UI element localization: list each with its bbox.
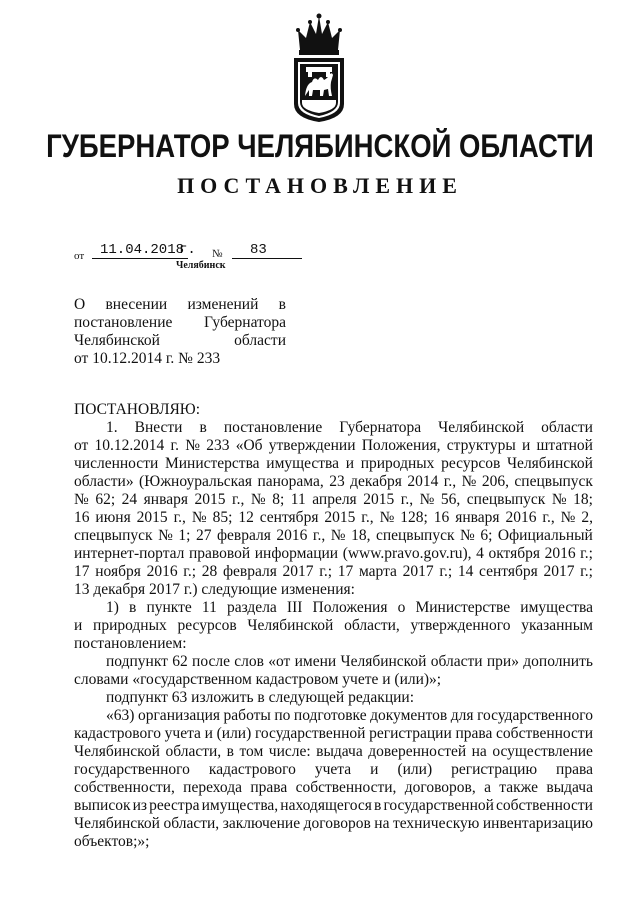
body-word: № <box>461 473 477 490</box>
body-word: в <box>199 419 207 436</box>
body-line <box>74 491 593 509</box>
body-word: договоров, <box>404 779 476 796</box>
body-word: 11 <box>290 491 306 508</box>
date-from-label: от <box>74 250 85 262</box>
body-word: выдача <box>316 743 363 760</box>
resolve-heading: ПОСТАНОВЛЯЮ: <box>74 401 201 418</box>
body-word: дополнить <box>523 653 593 670</box>
body-word: ноября <box>95 563 141 580</box>
body-word: панорама, <box>257 473 324 490</box>
city-name: Челябинск <box>176 260 226 271</box>
body-word: работы <box>223 707 271 724</box>
body-word: перехода <box>183 779 242 796</box>
body-line <box>74 653 593 671</box>
body-word: области <box>541 419 593 436</box>
body-word: государственного <box>74 761 190 778</box>
body-word: области <box>430 653 483 670</box>
body-word: № <box>551 491 567 508</box>
body-word: 1. <box>106 419 118 436</box>
body-word: природных <box>93 617 167 634</box>
body-word: апреля <box>312 491 357 508</box>
body-word: г., <box>361 509 374 526</box>
body-word: выдача <box>546 779 593 796</box>
body-word: в <box>129 599 137 616</box>
body-word: Внести <box>134 419 183 436</box>
body-word: г., <box>173 509 186 526</box>
body-word: 2016 <box>276 527 308 544</box>
body-word: (Южноуральская <box>139 473 252 490</box>
body-word: Положения, <box>361 437 441 454</box>
body-word: г.; <box>319 563 333 580</box>
body-word: права <box>556 761 593 778</box>
body-word: при» <box>486 653 519 670</box>
subject-word: области <box>234 332 286 349</box>
body-word: спецвыпуск <box>514 473 593 490</box>
body-word: указанным <box>521 617 593 634</box>
body-word: марта <box>358 563 397 580</box>
body-word: 23 <box>329 473 345 490</box>
body-word: (или) <box>216 725 252 742</box>
body-word: правовой <box>189 545 251 562</box>
subject-line <box>74 350 286 368</box>
body-word: 233 <box>206 437 230 454</box>
body-word: спецвыпуск <box>74 527 153 544</box>
body-word: собственности <box>496 725 593 742</box>
body-word: 2017 <box>402 563 434 580</box>
body-word: «Об <box>235 437 263 454</box>
body-word: находящегося <box>280 797 372 814</box>
body-word: имущества <box>266 455 339 472</box>
body-word: сентября <box>259 509 319 526</box>
body-line <box>74 437 593 455</box>
body-word: собственности <box>496 797 593 814</box>
body-word: 28 <box>201 563 218 580</box>
body-word: г., <box>443 473 457 490</box>
body-word: кадастрового <box>74 725 161 742</box>
body-line <box>74 545 593 563</box>
body-word: том <box>239 743 264 760</box>
body-word: г.; <box>183 563 197 580</box>
body-word: № <box>158 527 173 544</box>
body-word: спецвыпуск <box>375 527 455 544</box>
body-word: Челябинской <box>340 653 427 670</box>
body-word: (или) <box>397 761 433 778</box>
body-word: осуществление <box>492 743 593 760</box>
body-word: постановление <box>223 419 323 436</box>
body-word: в <box>226 743 234 760</box>
body-word: III <box>286 599 303 616</box>
body-word: от <box>74 437 89 454</box>
body-word: ресурсов <box>441 455 501 472</box>
body-line: подпункт 63 изложить в следующей редакции: <box>106 689 415 706</box>
body-word: 16 <box>74 509 90 526</box>
date-year-suffix: г. <box>179 242 196 258</box>
body-word: г. <box>170 437 179 454</box>
body-line: словами «государственном кадастровом учете и (или)»; <box>74 671 442 688</box>
body-word: заключение <box>222 815 301 832</box>
body-word: области, <box>344 617 400 634</box>
body-word: учета <box>164 725 201 742</box>
body-word: сентября <box>479 563 538 580</box>
body-word: 2014 <box>407 473 439 490</box>
body-text <box>74 419 593 851</box>
body-word: Челябинской <box>247 617 334 634</box>
body-line <box>74 707 593 725</box>
body-line: постановлением: <box>74 635 187 652</box>
body-word: договоров <box>303 815 371 832</box>
body-word: раздела <box>226 599 277 616</box>
body-word: № <box>250 491 266 508</box>
body-word: после <box>192 653 230 670</box>
body-word: 2016 <box>146 563 178 580</box>
body-word: Министерстве <box>415 599 511 616</box>
body-word: реестра <box>149 797 200 814</box>
body-word: права <box>455 725 493 742</box>
body-word: 2015 <box>194 491 226 508</box>
body-word: декабря <box>350 473 402 490</box>
body-line <box>74 797 593 815</box>
subject-word: О <box>74 296 86 313</box>
body-word: техническую <box>392 815 480 832</box>
subject-word: от 10.12.2014 г. № 233 <box>74 350 221 367</box>
body-word: № <box>379 509 395 526</box>
body-word: (www.pravo.gov.ru), <box>342 545 472 562</box>
body-word: о <box>397 599 406 616</box>
body-word: имущества <box>520 599 593 616</box>
body-word: доверенностей <box>368 743 467 760</box>
body-word: Челябинской <box>438 419 525 436</box>
body-word: 4 <box>476 545 484 562</box>
governor-title: ГУБЕРНАТОР ЧЕЛЯБИНСКОЙ ОБЛАСТИ <box>46 128 594 164</box>
body-word: № <box>460 527 475 544</box>
body-word: 62; <box>95 491 116 508</box>
document-date: 11.04.2018 <box>92 242 188 259</box>
subject-word: Губернатора <box>204 314 286 331</box>
body-word: января <box>455 509 500 526</box>
body-word: области» <box>74 473 134 490</box>
body-line: 13 декабря 2017 г.) следующие изменения: <box>74 581 355 598</box>
body-word: г., <box>232 491 245 508</box>
body-word: 27 <box>195 527 212 544</box>
body-word: г., <box>400 491 414 508</box>
body-word: на <box>374 815 390 832</box>
body-word: № <box>185 437 201 454</box>
body-word: права <box>250 779 288 796</box>
body-word: 206, <box>481 473 509 490</box>
body-word: в <box>374 797 382 814</box>
body-line <box>74 455 593 473</box>
body-word: собственности, <box>295 779 397 796</box>
body-word: утвержденного <box>410 617 511 634</box>
document-body <box>74 401 593 851</box>
body-word: числе: <box>268 743 311 760</box>
body-line <box>74 563 593 581</box>
body-word: и <box>521 437 531 454</box>
body-word: № <box>330 527 346 544</box>
subject-word: изменений <box>187 296 259 313</box>
body-word: выписок <box>74 797 131 814</box>
body-word: Губернатора <box>339 419 422 436</box>
body-word: 2016 <box>505 509 537 526</box>
document-number: 83 <box>232 242 302 259</box>
body-word: 18; <box>573 491 593 508</box>
document-type: ПОСТАНОВЛЕНИЕ <box>177 173 463 198</box>
subject-word: Челябинской <box>74 332 160 349</box>
body-word: № <box>191 509 207 526</box>
body-word: 18, <box>351 527 371 544</box>
body-word: 56, <box>440 491 461 508</box>
body-word: из <box>132 797 148 814</box>
body-line <box>74 527 593 545</box>
body-word: по <box>274 707 291 724</box>
document-subject <box>74 296 286 368</box>
body-word: государственного <box>477 707 593 724</box>
body-word: № <box>560 509 576 526</box>
body-word: 128; <box>400 509 428 526</box>
body-word: Положения <box>312 599 388 616</box>
body-word: № <box>419 491 435 508</box>
body-word: г., <box>312 527 326 544</box>
body-word: утверждении <box>268 437 356 454</box>
body-word: 8; <box>272 491 285 508</box>
body-line <box>74 419 593 437</box>
body-word: 17 <box>337 563 354 580</box>
body-line <box>74 599 593 617</box>
body-line <box>74 725 593 743</box>
subject-word: внесении <box>105 296 168 313</box>
body-word: области, <box>165 743 222 760</box>
subject-line <box>74 296 286 314</box>
body-word: Официальный <box>497 527 593 544</box>
body-word: 6; <box>480 527 493 544</box>
body-word: 24 <box>121 491 138 508</box>
body-word: Министерства <box>164 455 260 472</box>
body-word: численности <box>74 455 159 472</box>
body-word: также <box>499 779 539 796</box>
body-word: государственной <box>254 725 366 742</box>
coat-of-arms-emblem <box>288 12 350 124</box>
body-line <box>74 761 593 779</box>
body-word: февраля <box>216 527 271 544</box>
body-word: регистрации <box>369 725 452 742</box>
body-word: слов <box>234 653 264 670</box>
body-word: 14 <box>457 563 474 580</box>
body-word: области, <box>163 815 220 832</box>
body-word: кадастрового <box>208 761 296 778</box>
body-word: ресурсов <box>177 617 237 634</box>
body-word: имущества, <box>201 797 279 814</box>
body-word: и <box>345 455 354 472</box>
body-word: 62 <box>172 653 188 670</box>
body-word: 2015 <box>324 509 356 526</box>
body-word: г.; <box>439 563 453 580</box>
subject-line <box>74 332 286 350</box>
body-word: 2017 <box>543 563 575 580</box>
body-word: Челябинской <box>506 455 593 472</box>
body-word: Челябинской <box>74 743 160 760</box>
body-line <box>74 473 593 491</box>
number-label: № <box>212 248 223 260</box>
body-word: информации <box>254 545 339 562</box>
body-word: г.; <box>580 563 593 580</box>
body-word: 12 <box>238 509 254 526</box>
body-word: 2016 <box>544 545 576 562</box>
body-word: государственной <box>383 797 494 814</box>
body-word: 2017 <box>282 563 314 580</box>
subject-word: в <box>278 296 286 313</box>
body-word: структуры <box>446 437 516 454</box>
body-word: и <box>370 761 379 778</box>
body-line <box>74 815 593 833</box>
subject-word: постановление <box>74 314 173 331</box>
body-line: объектов;»; <box>74 833 150 850</box>
body-word: на <box>471 743 487 760</box>
body-line <box>74 743 593 761</box>
body-word: г., <box>542 509 555 526</box>
body-word: 2, <box>581 509 593 526</box>
body-word: 1) <box>106 599 119 616</box>
body-word: спецвыпуск <box>466 491 546 508</box>
body-word: природных <box>360 455 435 472</box>
body-word: и <box>74 617 83 634</box>
body-word: подготовке <box>293 707 367 724</box>
body-word: октября <box>488 545 540 562</box>
body-word: инвентаризацию <box>482 815 593 832</box>
body-word: 11 <box>201 599 217 616</box>
body-word: интернет-портал <box>74 545 185 562</box>
body-word: № <box>74 491 89 508</box>
body-word: «от <box>268 653 291 670</box>
body-word: и <box>204 725 213 742</box>
body-word: для <box>450 707 474 724</box>
body-word: учета <box>314 761 352 778</box>
body-word: 2015 <box>363 491 395 508</box>
body-word: документов <box>370 707 448 724</box>
body-word: имени <box>294 653 337 670</box>
subject-line <box>74 314 286 332</box>
body-line <box>74 617 593 635</box>
body-word: организация <box>137 707 221 724</box>
body-word: собственности, <box>74 779 175 796</box>
body-word: а <box>484 779 491 796</box>
body-word: пункте <box>146 599 192 616</box>
body-word: Челябинской <box>74 815 160 832</box>
body-word: 2015 <box>136 509 168 526</box>
body-word: 85; <box>212 509 233 526</box>
body-word: штатной <box>536 437 593 454</box>
body-word: 1; <box>178 527 191 544</box>
body-word: января <box>143 491 188 508</box>
body-word: г.; <box>580 545 593 562</box>
body-word: июня <box>95 509 131 526</box>
body-word: февраля <box>222 563 277 580</box>
body-word: 16 <box>433 509 450 526</box>
body-word: подпункт <box>106 653 168 670</box>
body-line <box>74 509 593 527</box>
body-word: 10.12.2014 <box>94 437 165 454</box>
body-word: «63) <box>106 707 135 724</box>
body-line <box>74 779 593 797</box>
body-word: регистрацию <box>451 761 538 778</box>
body-word: 17 <box>74 563 90 580</box>
